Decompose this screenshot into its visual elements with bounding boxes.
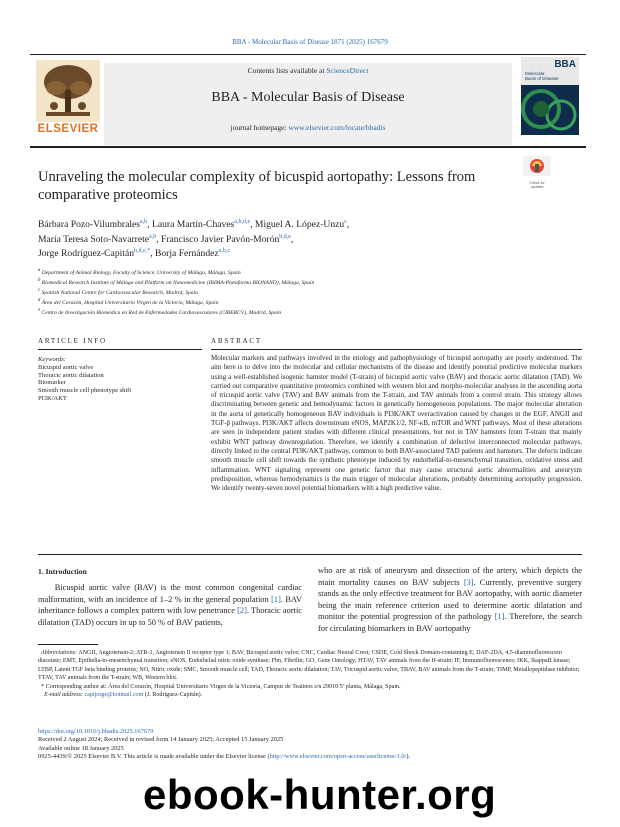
introduction-heading: 1. Introduction [38,567,87,576]
author-name[interactable]: Francisco Javier Pavón-Morón [161,233,280,245]
affiliation-key: d [38,298,41,304]
license-prefix: 0925-4439/© 2025 Elsevier B.V. This article is made available under the Elsevier license ( [38,753,270,761]
affiliation-text: Spanish National Centre for Cardiovascular Research, Madrid, Spain [41,289,198,296]
email-footnote [38,691,582,699]
header-bottom-rule [30,146,586,148]
article-meta [38,728,582,762]
footnotes [38,649,582,699]
email-suffix: (J. Rodríguez-Capitán). [143,692,203,699]
author-separator: , [150,248,155,259]
author-affil-sup[interactable]: a,b [149,233,157,240]
cover-subtitle-line2: Basis of Disease [525,76,559,81]
abbreviations-footnote [38,649,582,683]
author-separator: , [290,233,294,245]
affiliation-item [38,297,578,307]
citation-link[interactable]: [1] [494,612,505,622]
journal-cover-thumbnail[interactable] [521,57,579,135]
affiliation-item [38,287,578,297]
author-line [38,233,578,248]
affiliation-text: Área del Corazón, Hospital Universitario Virgen de la Victoria, Málaga, Spain [41,300,219,307]
watermark-text: ebook-hunter.org [143,771,497,818]
sciencedirect-link[interactable]: ScienceDirect [326,66,369,75]
check-updates-label [523,181,551,189]
author-separator: , [346,219,350,230]
abbreviations-text: ANGII, Angiotensin-2; ATR-1, Angiotensin II receptor type 1; BAV, Bicuspid aortic valve; CNC, Cardiac Neural Crest; CSDE, Cold Shock Domain-containing E; DAF-2DA, 4,5-diaminofluorescein diacetate; EMT, Epithelia-to-mesenchymal transition; eNOS, Endothelial nitric oxide synthase; Fbn, Fibrilin; GO, Gene Ontology; HTAV, TAV animals from the H-strain; IF, Immunofluorescence; IKK, IkappaB kinase; LTBP, Latent TGF beta binding proteins; NO, Nitric oxide; SMC, Smooth muscle cell; TAD, Thoracic aortic dilatation; TAV, Tricuspid aortic valve; TBAV, BAV animals from the T-strain; TIMP, Metallopeptidase inhibitor; TTAV, TAV animals from the T-strain; WB, Western blot. [38,650,580,682]
keyword-item: Biomarker [38,379,66,387]
article-title [38,168,508,204]
citation-link[interactable]: [3] [463,577,474,587]
license-link[interactable]: http://www.elsevier.com/open-access/userlicense/1.0/ [269,753,407,761]
elsevier-wordmark: ELSEVIER [37,123,99,135]
email-link[interactable]: capijorge@hotmail.com [84,692,144,699]
author-affil-sup[interactable]: a,b,c [218,248,230,254]
journal-homepage-link[interactable]: www.elsevier.com/locate/bbadis [288,123,386,132]
author-separator: , [156,233,161,245]
journal-homepage-line [104,123,512,132]
license-line [38,753,582,761]
email-label: E-mail address: [44,692,85,699]
affiliation-item [38,307,578,317]
author-affil-sup[interactable]: b,d,e,* [134,248,151,254]
article-title-line2: comparative proteomics [38,187,178,203]
check-updates-line1: Check for [529,181,545,185]
abstract-bottom-rule [38,554,582,555]
affiliation-text: Centro de Investigación Biomédica en Red de Enfermedades Cardiovasculares (CIBERCV), Madrid, Spain [41,310,282,317]
author-name[interactable]: Jorge Rodríguez-Capitán [38,248,135,259]
cover-subtitle [525,71,559,81]
elsevier-tree-logo [36,60,100,132]
keyword-list [38,364,131,403]
body-text: . Currently, preventive surgery stands as the only effective treatment for BAV aortopathy, with aortic diameter being the main reference criterion used to determine aortic dilatation and monitor the potential progression of the pathology [318,577,582,622]
body-column-right [318,565,582,635]
affiliation-text: Biomedical Research Institute of Málaga and Platform on Nanomedicine (IBIMA-Plataforma BIONAND), Málaga, Spain [41,279,315,286]
author-affil-sup[interactable]: a,b [140,219,148,225]
doi-link[interactable]: https://doi.org/10.1016/j.bbadis.2025.167679 [38,728,154,735]
received-dates: Received 2 August 2024; Received in revised form 14 January 2025; Accepted 15 January 2025 [38,736,284,744]
affiliation-text: Department of Animal Biology, Faculty of Science, University of Málaga, Málaga, Spain [41,269,241,276]
author-name[interactable]: Borja Fernández [154,248,219,259]
article-title-line1: Unraveling the molecular complexity of bicuspid aortopathy: Lessons from [38,169,476,185]
corresponding-author-footnote: * Corresponding author at: Área del Corazón, Hospital Universitario Virgen de la Victoria, Campus de Teatinos s/n 29010 5ª planta, Málaga, Spain. [38,683,401,690]
author-affil-sup[interactable]: c [344,219,347,225]
cover-art [521,85,579,135]
cover-brand: BBA [554,59,576,70]
author-separator: , [147,219,152,230]
homepage-prefix: journal homepage: [230,123,289,132]
affiliation-item [38,267,578,277]
author-affil-sup[interactable]: a,b,d,e [234,219,251,225]
running-header[interactable]: BBA - Molecular Basis of Disease 1871 (2025) 167679 [232,38,388,46]
affiliation-key: c [38,288,41,294]
article-info-heading: ARTICLE INFO [38,337,107,345]
body-column-left [38,582,305,628]
affiliation-list [38,267,578,317]
author-name[interactable]: María Teresa Soto-Navarrete [38,233,150,245]
cover-subtitle-line1: Molecular [525,71,545,76]
author-name[interactable]: Laura Martín-Chaves [151,219,235,230]
check-updates-icon [523,156,551,176]
author-affil-sup[interactable]: b,d,e [279,233,291,240]
body-text: . Thoracic aortic dilatation (TAD) occurs in up to 50 % of BAV patients, [38,606,305,627]
footnote-rule [38,644,98,645]
article-info-rule [38,349,202,350]
author-line [38,247,578,262]
contents-prefix: Contents lists available at [247,66,327,75]
keyword-item: Bicuspid aortic valve [38,364,94,371]
keyword-item: Thoracic aortic dilatation [38,371,104,379]
journal-title: BBA - Molecular Basis of Disease [211,90,405,105]
keyword-item: Smooth muscle cell phenotype shift [38,387,132,395]
abstract-rule [211,349,582,350]
abstract-heading: ABSTRACT [211,337,262,345]
body-text: . Therefore, the search for circulating biomarkers in BAV aortopathy [318,612,582,633]
citation-link[interactable]: [1] [271,594,281,604]
affiliation-key: e [38,308,41,314]
body-text: who are at risk of aneurysm and dissection of the artery, which depicts the main mortality causes on BAV subjects [318,566,582,587]
affiliation-key: b [38,278,41,284]
citation-link[interactable]: [2] [237,606,247,616]
author-separator: , [250,219,255,230]
affiliation-key: a [38,268,41,273]
corresponding-text: Corresponding author at: Área del Corazón, Hospital Universitario Virgen de la Victoria, Campus de Teatinos s/n 29010 5ª planta, Málaga, Spain. [45,683,401,690]
license-suffix: ). [406,753,411,761]
abstract-text: Molecular markers and pathways involved in the etiology and pathophysiology of bicuspid aortopathy are poorly understood. The aim here is to delve into the molecular and cellular mechanisms of the disease and identify potential predictive molecular markers using a well-established isogenic hamster model (T-strain) of bicuspid aortic valve (BAV) and thoracic aortic dilatation (TAD). We carried out comparative quantitative proteomics combined with western blot and morpho-molecular analyses in the ascending aorta of tricuspid aortic valve (TAV) and BAV animals from the T-strain, and TAV animals from a control strain. This strategy allows discriminating between genetic and hemodynamic factors in genetically homogeneous populations. The major molecular alteration in the aorta of genetically homogeneous BAV individuals is PI3K/AKT overactivation caused by changes in the EGF, ANGII and TGF-β pathways. PI3K/AKT affects downstream eNOS, MAP2K1/2, NF-κB, mTOR and WNT pathways. Most of these alterations are seen in independent patient studies with different clinical presentations, but not in TAV hamsters from T-strain that mainly exhibit WNT pathway downregulation. Therefore, we identify a combination of defective interconnected molecular pathways, directly linked to the central PI3K/AKT pathway, common to both BAV-associated TAD patients and hamsters. The defects indicate smooth muscle cell shift towards the synthetic phenotype induced by endothelial-to-mesenchymal transition, oxidative stress and inflammation. WNT signaling represent one genetic factor that may cause structural aortic abnormalities and aneurysm predisposition, whereas hemodynamics is the main trigger of molecular alterations, probably determining aortopathy progression. We identify twenty-seven novel potential biomarkers with a high predictive value. [211,354,582,493]
available-online: Available online 18 January 2025 [38,744,124,752]
author-list [38,218,578,262]
check-updates-line2: updates [530,185,544,189]
abbreviations-label: Abbreviations: [41,650,78,656]
author-name[interactable]: Miguel A. López-Unzu [254,219,345,230]
author-line [38,218,578,233]
author-name[interactable]: Bárbara Pozo-Vilumbrales [38,219,140,230]
check-for-updates-badge[interactable] [523,156,551,189]
contents-line [104,66,512,75]
header-top-rule [30,54,586,55]
keywords-label: Keywords: [38,356,66,363]
affiliation-item [38,277,578,287]
keyword-item: PI3K/AKT [38,394,67,402]
body-text: . BAV inheritance follows a complex pattern with low penetrance [38,594,305,616]
body-text: Bicuspid aortic valve (BAV) is the most common congenital cardiac malformation, with an incidence of 1–2 % in the general population [38,583,305,604]
